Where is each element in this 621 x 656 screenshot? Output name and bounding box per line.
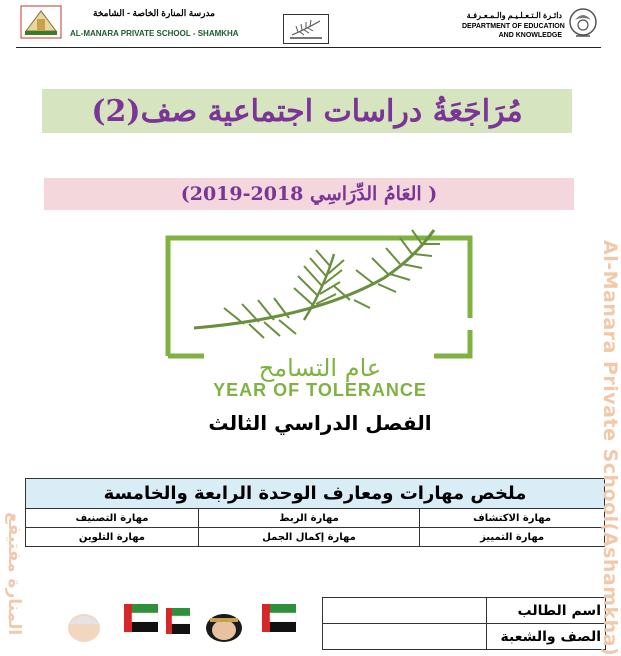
dept-name-en-1: DEPARTMENT OF EDUCATION (462, 23, 565, 30)
tolerance-logo-ar: عام التسامح (258, 354, 382, 382)
header-divider (16, 47, 601, 48)
page-title: مُرَاجَعَةُ دراسات اجتماعية صف(2) (42, 89, 572, 133)
school-logo (20, 5, 62, 39)
watermark-right: Al-Manara Private School(Ashamkha) (599, 240, 621, 656)
table-row (323, 624, 606, 650)
student-class-field[interactable] (323, 624, 487, 650)
school-name-ar: مدرسة المنارة الخاصة - الشامخة (93, 8, 215, 18)
school-name-en: AL-MANARA PRIVATE SCHOOL - SHAMKHA (70, 29, 239, 38)
student-name-field[interactable] (323, 598, 487, 624)
dept-name-ar: دائـرة الـتـعـلـيـم والـمـعـرفـة (466, 11, 562, 20)
skill-classification: مهارة التصنيف (26, 509, 199, 528)
student-info-table (322, 597, 606, 650)
table-row (26, 509, 605, 528)
watermark-left: المنارة مفتيفع (4, 512, 24, 636)
skill-discovery: مهارة الاكتشاف (420, 509, 605, 528)
table-row (323, 598, 606, 624)
student-name-label: اسم الطالب (487, 598, 606, 624)
student-class-label: الصف والشعبة (487, 624, 606, 650)
skills-table (25, 478, 605, 547)
table-row (26, 528, 605, 547)
skill-linking: مهارة الربط (198, 509, 419, 528)
skill-sentence-completion: مهارة إكمال الجمل (198, 528, 419, 547)
year-of-tolerance-logo (84, 218, 556, 408)
dept-name-en-2: AND KNOWLEDGE (498, 32, 562, 39)
tolerance-logo-small (283, 14, 329, 44)
uae-emblem-icon (566, 6, 600, 42)
term-label: الفصل الدراسي الثالث (208, 411, 432, 435)
skills-title: ملخص مهارات ومعارف الوحدة الرابعة والخامسة (26, 479, 605, 509)
kids-flags-illustration (62, 594, 312, 638)
year-label: ( العَامُ الدِّرَاسِي 2018-2019) (44, 178, 574, 210)
skill-coloring: مهارة التلوين (26, 528, 199, 547)
skill-distinguishing: مهارة التمييز (420, 528, 605, 547)
tolerance-logo-en: YEAR OF TOLERANCE (213, 380, 427, 400)
